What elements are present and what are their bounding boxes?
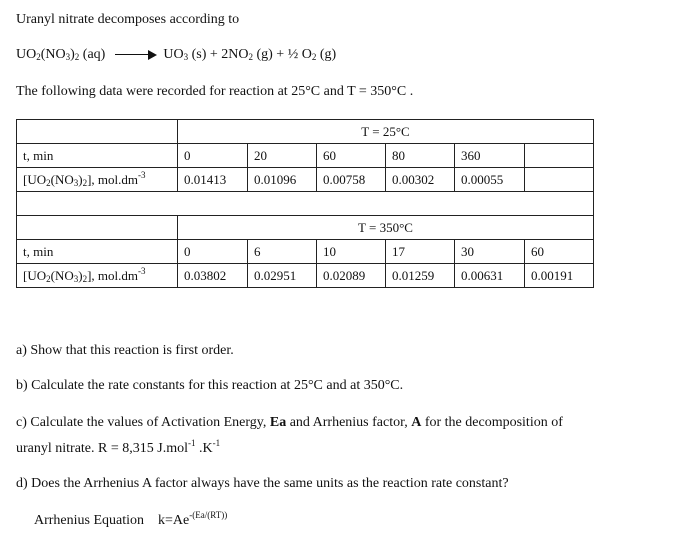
table-row bbox=[17, 264, 594, 288]
table-cell: 17 bbox=[386, 240, 455, 264]
question-d: d) Does the Arrhenius A factor always have the same units as the reaction rate constant? bbox=[16, 476, 509, 491]
table-cell: 0.00758 bbox=[317, 168, 386, 192]
table-cell: 0.00302 bbox=[386, 168, 455, 192]
table-cell bbox=[525, 144, 594, 168]
kinetics-data-table bbox=[16, 119, 594, 288]
products-formula: $UO_3$ $(s) + 2NO_2$ (g) + ½ $O_2$ (g) bbox=[163, 47, 337, 62]
table-cell: 60 bbox=[525, 240, 594, 264]
table-row bbox=[17, 216, 594, 240]
table-cell: 0.00631 bbox=[455, 264, 525, 288]
question-b: b) Calculate the rate constants for this reaction at 25°C and at 350°C. bbox=[16, 378, 404, 393]
table-row bbox=[17, 240, 594, 264]
table-cell: 0 bbox=[178, 144, 248, 168]
table-cell bbox=[17, 216, 178, 240]
arrhenius-equation: Arrhenius Equation $k=Ae^{-(Ea/(RT))}$ bbox=[34, 510, 228, 528]
table-cell: 60 bbox=[317, 144, 386, 168]
reactant-formula: $UO_2(NO_3)_2$ (aq) bbox=[16, 47, 106, 62]
table-cell: 0.00191 bbox=[525, 264, 594, 288]
table-cell: 20 bbox=[248, 144, 317, 168]
table-row bbox=[17, 168, 594, 192]
row-label-time: t, min bbox=[17, 144, 178, 168]
reaction-arrow-icon bbox=[115, 50, 157, 60]
table-cell: 6 bbox=[248, 240, 317, 264]
table-cell: 80 bbox=[386, 144, 455, 168]
row-label-concentration: $[UO_2(NO_3)_2]$, $mol.dm^{-3}$ bbox=[17, 168, 178, 192]
table-cell: 0.02089 bbox=[317, 264, 386, 288]
table-cell: 10 bbox=[317, 240, 386, 264]
table-cell: 0.03802 bbox=[178, 264, 248, 288]
reaction-equation bbox=[16, 47, 336, 63]
table-spacer-row bbox=[17, 192, 594, 216]
table-cell: 0.01259 bbox=[386, 264, 455, 288]
temperature-header-25: T = 25°C bbox=[178, 120, 594, 144]
table-cell: 0.01096 bbox=[248, 168, 317, 192]
table-cell: 0.01413 bbox=[178, 168, 248, 192]
row-label-time: t, min bbox=[17, 240, 178, 264]
table-cell: 0.00055 bbox=[455, 168, 525, 192]
table-cell bbox=[17, 192, 594, 216]
table-cell: 30 bbox=[455, 240, 525, 264]
table-cell bbox=[17, 120, 178, 144]
data-intro-text: The following data were recorded for reaction at 25°C and T = 350°C . bbox=[16, 84, 414, 99]
question-a: a) Show that this reaction is first order. bbox=[16, 343, 234, 358]
table-cell: 0 bbox=[178, 240, 248, 264]
question-c-line2: uranyl nitrate. R = 8,315 J.mol$^{-1}$ $.K^{-1}$ bbox=[16, 438, 221, 456]
intro-text: Uranyl nitrate decomposes according to bbox=[16, 12, 240, 27]
temperature-header-350: T = 350°C bbox=[178, 216, 594, 240]
question-c-line1: c) Calculate the values of Activation Energy, Ea and Arrhenius factor, A for the decomposition of bbox=[16, 415, 563, 430]
table-cell: 360 bbox=[455, 144, 525, 168]
row-label-concentration: $[UO_2(NO_3)_2]$, $mol.dm^{-3}$ bbox=[17, 264, 178, 288]
table-cell: 0.02951 bbox=[248, 264, 317, 288]
table-cell bbox=[525, 168, 594, 192]
table-row bbox=[17, 120, 594, 144]
table-row bbox=[17, 144, 594, 168]
